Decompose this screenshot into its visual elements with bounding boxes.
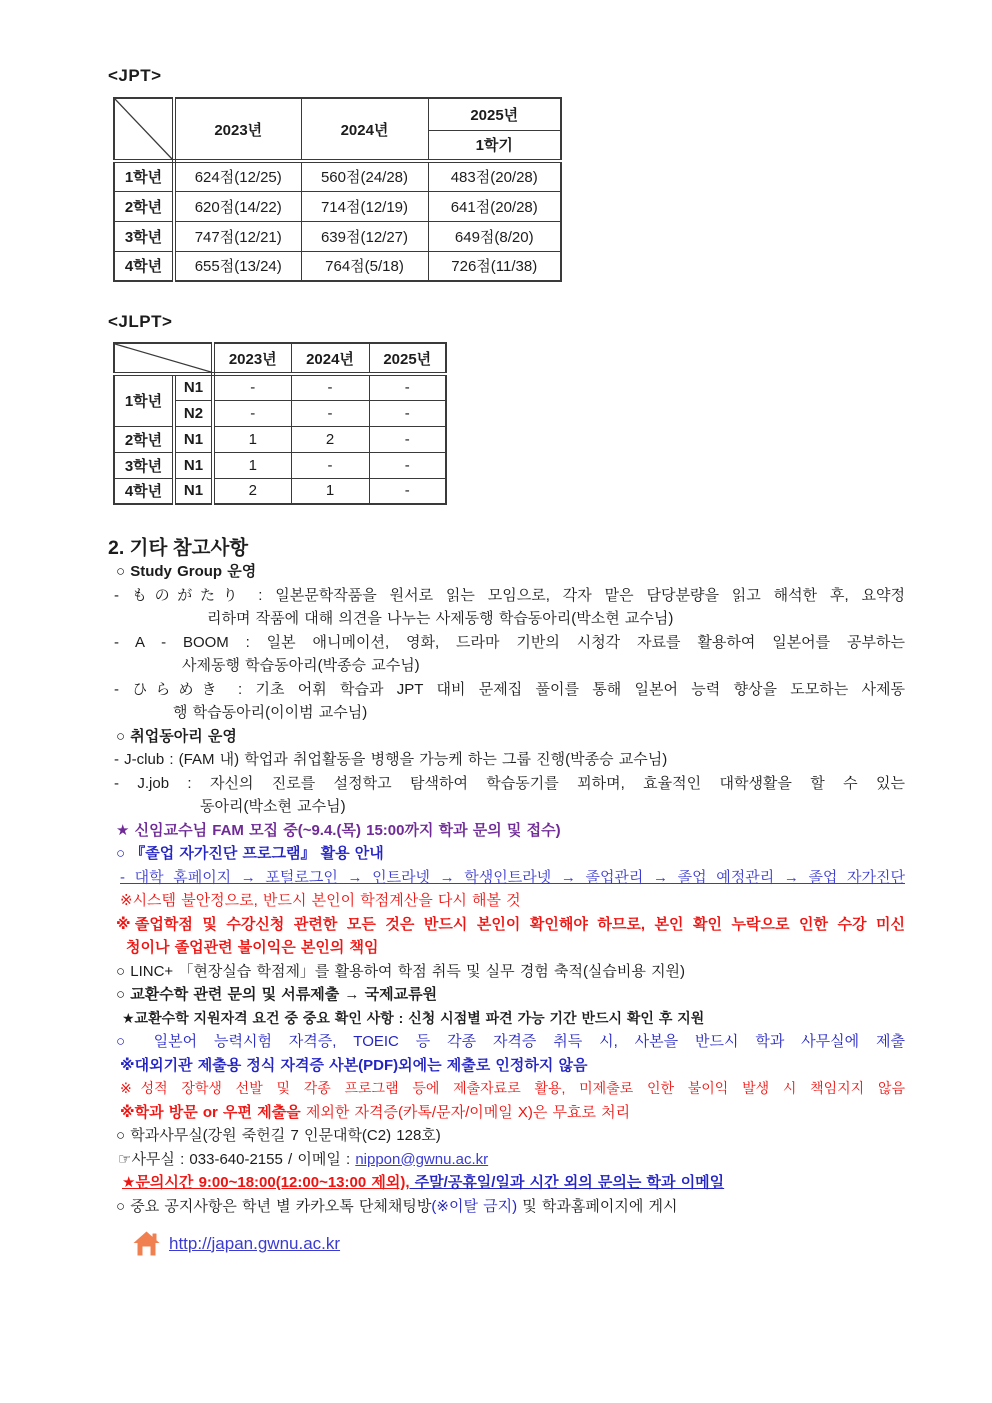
text-segment: ○ 교환수학 관련 문의 및 서류제출 → 국제교류원 (116, 986, 438, 1003)
table-row (114, 251, 561, 281)
text-segment: - J-club : (FAM 내) 학업과 취업활동을 병행을 가능케 하는 그룹 진행(박종승 교수님) (114, 751, 668, 768)
text-line (116, 725, 908, 749)
text-segment: ○ 『졸업 자가진단 프로그램』 활용 안내 (116, 845, 384, 862)
jlpt-table-wrap (113, 342, 447, 505)
jlpt-table (113, 342, 447, 505)
grade-row-header: 2학년 (114, 426, 174, 452)
text-line (122, 1171, 908, 1195)
text-segment: ○ 취업동아리 운영 (116, 727, 237, 745)
text-segment: 동아리(박소현 교수님) (200, 798, 346, 815)
year-header: 2024년 (301, 98, 428, 161)
table-row (114, 426, 446, 452)
text-segment: ☞사무실 : 033-640-2155 / 이메일 : (118, 1150, 356, 1168)
text-segment: ○ LINC+ 「현장실습 학점제」를 활용하여 학점 취득 및 실무 경험 축적(실습비용 지원) (116, 962, 686, 980)
text-segment: ★ 신임교수님 FAM 모집 중(~9.4.(목) 15:00까지 학과 문의 및 접수) (116, 821, 561, 839)
text-segment: 청이나 졸업관련 불이익은 본인의 책임 (126, 939, 379, 956)
jpt-table-wrap (113, 97, 562, 282)
text-segment: ※성적 장학생 선발 및 각종 프로그램 등에 제출자료로 활용, 미제출로 인한 불이익 발생 시 책임지지 않음 (120, 1080, 905, 1096)
homepage-link-row (133, 1231, 340, 1256)
text-line (114, 631, 905, 655)
grade-row-header: 4학년 (114, 251, 174, 281)
score-cell: 639점(12/27) (301, 221, 428, 251)
text-line (120, 1077, 905, 1101)
level-cell: N1 (174, 374, 213, 400)
score-cell: 655점(13/24) (174, 251, 301, 281)
table-row (114, 374, 446, 400)
text-line (126, 936, 908, 960)
jlpt-tbody (114, 343, 446, 504)
section-heading: 2. 기타 참고사항 (108, 537, 249, 559)
text-segment: ○ 학과사무실(강원 죽헌길 7 인문대학(C2) 128호) (116, 1127, 441, 1144)
text-line (116, 1195, 908, 1219)
count-cell: - (369, 426, 446, 452)
grade-row-header: 3학년 (114, 452, 174, 478)
score-cell: 483점(20/28) (428, 161, 561, 191)
score-cell: 649점(8/20) (428, 221, 561, 251)
text-line (120, 1101, 908, 1125)
text-segment: ※대외기관 제출용 정식 자격증 사본(PDF)외에는 제출로 인정하지 않음 (120, 1056, 588, 1074)
grade-row-header: 4학년 (114, 478, 174, 504)
text-line (173, 701, 908, 725)
semester-subheader: 1학기 (428, 130, 561, 161)
count-cell: - (213, 400, 291, 426)
text-line (116, 819, 908, 843)
text-line (114, 772, 905, 796)
count-cell: 2 (291, 426, 369, 452)
count-cell: - (291, 400, 369, 426)
text-line (116, 913, 905, 937)
text-line (116, 560, 908, 584)
grade-row-header: 1학년 (114, 374, 174, 426)
text-segment: 제외한 자격증(카톡/문자/이메일 X)은 무효로 처리 (300, 1103, 631, 1121)
table-row (114, 161, 561, 191)
text-line (116, 1124, 908, 1148)
site-url[interactable]: http://japan.gwnu.ac.kr (169, 1233, 341, 1253)
score-cell: 747점(12/21) (174, 221, 301, 251)
diagonal-header-cell (114, 98, 174, 161)
text-segment: - 대학 홈페이지 → 포털로그인 → 인트라넷 → 학생인트라넷 → 졸업관리 → 졸업 예정관리 → 졸업 자가진단 (120, 868, 905, 886)
score-cell: 620점(14/22) (174, 191, 301, 221)
level-cell: N2 (174, 400, 213, 426)
jpt-tbody (114, 98, 561, 281)
table-row (114, 478, 446, 504)
score-cell: 624점(12/25) (174, 161, 301, 191)
text-segment: - ひらめき : 기초 어휘 학습과 JPT 대비 문제집 풀이를 통해 일본어 능력 향상을 도모하는 사제동 (114, 680, 905, 698)
text-segment: 및 학과홈페이지에 게시 (517, 1197, 678, 1215)
text-segment: ○ 중요 공지사항은 학년 별 카카오톡 단체채팅방 (116, 1197, 432, 1215)
text-line (120, 889, 908, 913)
score-cell: 764점(5/18) (301, 251, 428, 281)
text-line (200, 795, 908, 819)
year-header: 2025년 (428, 98, 561, 130)
year-header: 2023년 (174, 98, 301, 161)
diagonal-header-cell (114, 343, 213, 374)
count-cell: - (291, 374, 369, 400)
text-segment: ※시스템 불안정으로, 반드시 본인이 학점계산을 다시 해볼 것 (120, 892, 521, 909)
content-lines (108, 560, 908, 1218)
text-line (182, 654, 908, 678)
count-cell: 1 (213, 452, 291, 478)
text-segment: - J.job : 자신의 진로를 설정학고 탐색하여 학습동기를 꾀하며, 효율적인 대학생활을 할 수 있는 (114, 774, 905, 792)
text-segment: ※졸업학점 및 수강신청 관련한 모든 것은 반드시 본인이 확인해야 하므로, 본인 확인 누락으로 인한 수강 미신 (116, 915, 905, 933)
text-segment: - A - BOOM : 일본 애니메이션, 영화, 드라마 기반의 시청각 자료를 활용하여 일본어를 공부하는 (114, 633, 905, 651)
text-segment: ★교환수학 지원자격 요건 중 중요 확인 사항 : 신청 시점별 파견 가능 기간 반드시 확인 후 지원 (122, 1009, 705, 1026)
text-segment: - ものがたり : 일본문학작품을 원서로 읽는 모임으로, 각자 맡은 담당분량을 읽고 해석한 후, 요약정 (114, 586, 905, 604)
text-line (122, 1007, 908, 1031)
home-icon (133, 1231, 160, 1256)
text-line (120, 866, 905, 890)
text-segment: 주말/공휴일/일과 시간 외의 문의는 학과 이메일 (409, 1174, 725, 1191)
text-segment: ※학과 방문 or 우편 제출을 (120, 1103, 301, 1121)
grade-row-header: 2학년 (114, 191, 174, 221)
jlpt-section-label: <JLPT> (108, 312, 173, 331)
text-segment: (※이탈 금지) (431, 1197, 518, 1215)
text-line (114, 748, 908, 772)
count-cell: - (369, 400, 446, 426)
text-segment: 사제동행 학습동아리(박종승 교수님) (182, 657, 420, 674)
year-header: 2023년 (213, 343, 291, 374)
table-row (114, 191, 561, 221)
level-cell: N1 (174, 426, 213, 452)
score-cell: 641점(20/28) (428, 191, 561, 221)
year-header: 2025년 (369, 343, 446, 374)
text-segment: ○ 일본어 능력시험 자격증, TOEIC 등 각종 자격증 취득 시, 사본을 반드시 학과 사무실에 제출 (116, 1033, 905, 1050)
grade-row-header: 1학년 (114, 161, 174, 191)
text-line (116, 960, 908, 984)
text-line (114, 584, 905, 608)
score-cell: 726점(11/38) (428, 251, 561, 281)
count-cell: - (369, 374, 446, 400)
text-line (116, 842, 908, 866)
count-cell: - (369, 452, 446, 478)
grade-row-header: 3학년 (114, 221, 174, 251)
count-cell: - (213, 374, 291, 400)
diagonal-line (115, 99, 172, 159)
count-cell: - (291, 452, 369, 478)
table-row (114, 221, 561, 251)
text-line (116, 983, 908, 1007)
diagonal-line (115, 344, 211, 372)
count-cell: 1 (213, 426, 291, 452)
score-cell: 714점(12/19) (301, 191, 428, 221)
jpt-section-label: <JPT> (108, 66, 162, 85)
year-header: 2024년 (291, 343, 369, 374)
text-segment: ★문의시간 9:00~18:00(12:00~13:00 제외), (122, 1174, 410, 1191)
level-cell: N1 (174, 478, 213, 504)
email-link[interactable]: nippon@gwnu.ac.kr (355, 1150, 489, 1168)
text-line (207, 607, 908, 631)
count-cell: 1 (291, 478, 369, 504)
score-cell: 560점(24/28) (301, 161, 428, 191)
text-segment: 행 학습동아리(이이범 교수님) (173, 704, 368, 721)
text-segment: ○ Study Group 운영 (116, 563, 257, 580)
text-line (114, 678, 905, 702)
count-cell: - (369, 478, 446, 504)
table-row (114, 452, 446, 478)
level-cell: N1 (174, 452, 213, 478)
text-segment: 리하며 작품에 대해 의견을 나누는 사제동행 학습동아리(박소현 교수님) (207, 610, 674, 627)
text-line (116, 1030, 905, 1054)
jpt-table (113, 97, 562, 282)
text-line (118, 1148, 908, 1172)
text-line (120, 1054, 908, 1078)
count-cell: 2 (213, 478, 291, 504)
